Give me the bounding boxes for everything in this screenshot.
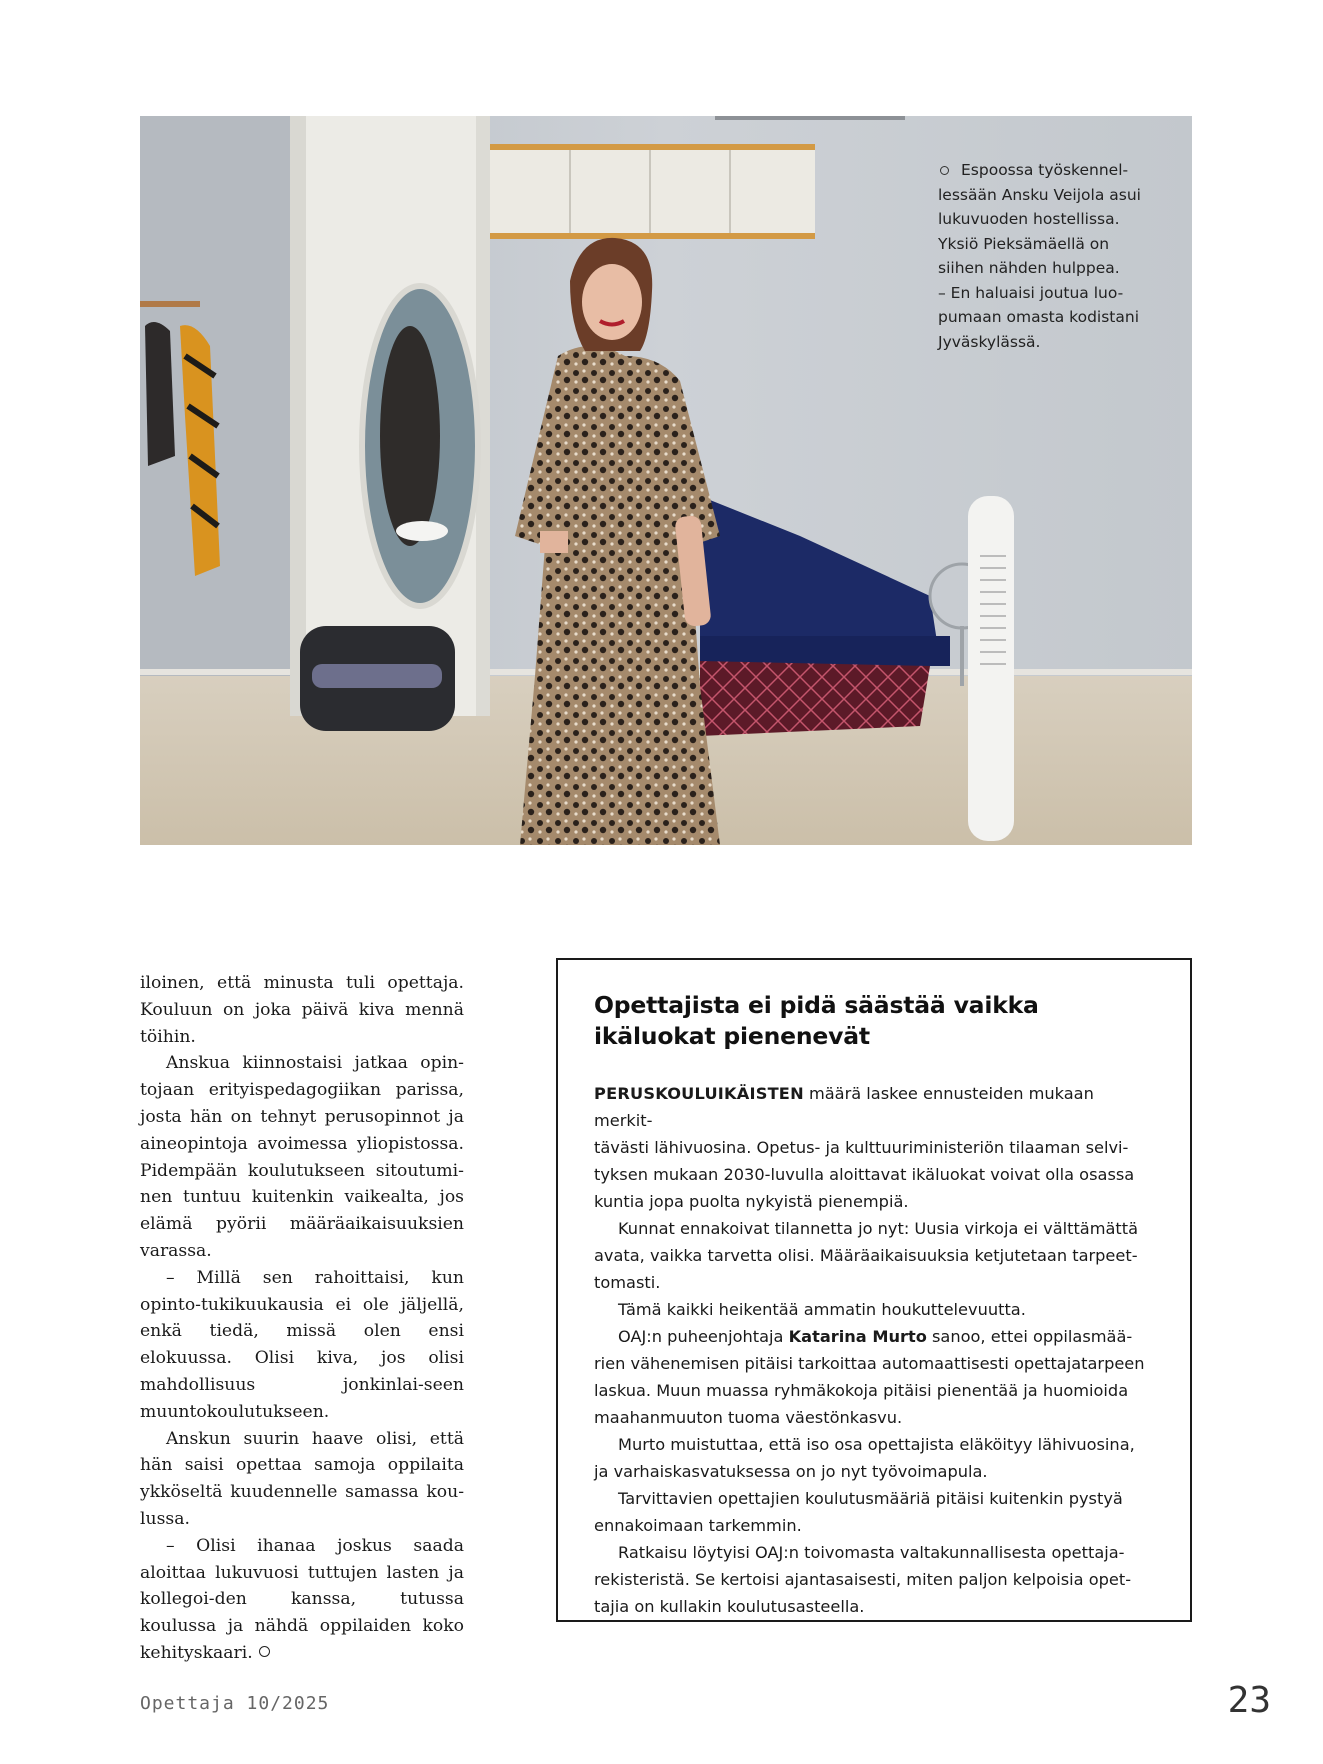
sidebar-title	[594, 990, 1154, 1052]
text-line: lukuvuosi tuttujen lasten ja kollegoi-	[140, 1562, 464, 1610]
magazine-issue: Opettaja 10/2025	[140, 1693, 330, 1714]
text-line: tojaan erityispedagogiikan parissa,	[140, 1080, 464, 1101]
article-paragraph	[140, 1050, 464, 1264]
text-line: ennakoimaan tarkemmin.	[594, 1516, 802, 1535]
caption-line: – En haluaisi joutua luo-	[938, 283, 1124, 302]
text-line: tävästi lähivuosina. Opetus- ja kulttuuriministeriön tilaaman selvi-	[594, 1138, 1129, 1157]
sidebar-paragraph	[594, 1323, 1154, 1431]
page-number: 23	[1227, 1680, 1271, 1721]
text-line: määrä laskee ennusteiden mukaan merkit-	[594, 1084, 1094, 1130]
text-line: seen muuntokoulutukseen.	[140, 1374, 464, 1422]
text-line: Ratkaisu löytyisi OAJ:n toivomasta valtakunnallisesta opettaja-	[618, 1543, 1125, 1562]
article-paragraph	[140, 1533, 464, 1667]
caption-line: pumaan omasta kodistani	[938, 308, 1140, 326]
text-line: varassa.	[140, 1240, 212, 1261]
text-line: avata, vaikka tarvetta olisi. Määräaikaisuuksia ketjutetaan tarpeet-	[594, 1246, 1138, 1265]
text-line: tukikuukausia ei ole jäljellä, enkä	[140, 1294, 464, 1342]
text-line: josta hän on tehnyt perusopinnot ja	[140, 1106, 464, 1127]
text-line: tomasti.	[594, 1273, 661, 1292]
text-line: ja varhaiskasvatuksessa on jo nyt työvoimapula.	[594, 1462, 988, 1481]
text-line: rekisteristä. Se kertoisi ajantasaisesti, miten paljon kelpoisia opet-	[594, 1570, 1132, 1589]
text-line: hän saisi opettaa samoja oppilaita	[140, 1455, 464, 1476]
text-line: laskua. Muun muassa ryhmäkokoja pitäisi pienentää ja huomioida	[594, 1381, 1129, 1400]
text-line: Kunnat ennakoivat tilannetta jo nyt: Uusia virkoja ei välttämättä	[618, 1219, 1139, 1238]
caption-bullet-icon	[940, 166, 949, 175]
sidebar-box	[556, 958, 1192, 1622]
text-line: – Millä sen rahoittaisi, kun opinto-	[140, 1267, 464, 1315]
text-line: Anskun suurin haave olisi, että	[166, 1428, 464, 1449]
text-line: OAJ:n puheenjohtaja	[618, 1327, 789, 1346]
sidebar-paragraph	[594, 1485, 1154, 1539]
text-line: tajia on kullakin koulutusasteella.	[594, 1597, 865, 1616]
text-line: Murto muistuttaa, että iso osa opettajista eläköityy lähivuosina,	[618, 1435, 1135, 1454]
text-line: maahanmuuton tuoma väestönkasvu.	[594, 1408, 903, 1427]
caption-line: Yksiö Pieksämäellä on	[938, 234, 1110, 253]
caption-line: lukuvuoden hostellissa.	[938, 210, 1120, 228]
text-line: kuntia jopa puolta nykyistä pienempiä.	[594, 1192, 909, 1211]
text-line: tiedä, missä olen ensi elokuussa. Olisi	[140, 1321, 464, 1369]
text-line: nen tuntuu kuitenkin vaikealta, jos	[140, 1187, 464, 1208]
text-line: aineopintoja avoimessa yliopistossa.	[140, 1133, 464, 1154]
text-line: sanoo, ettei oppilasmää-	[926, 1327, 1133, 1346]
feature-photo	[140, 116, 1192, 845]
sidebar-lead: PERUSKOULUIKÄISTEN	[594, 1084, 804, 1103]
title-line: ikäluokat pienenevät	[594, 1022, 870, 1050]
article-paragraph	[140, 1265, 464, 1426]
text-line: Pidempään koulutukseen sitoutumi-	[140, 1160, 464, 1181]
text-line: Anskua kiinnostaisi jatkaa opin-	[166, 1053, 464, 1074]
photo-caption	[938, 158, 1148, 354]
text-line: ykköseltä kuudennelle samassa kou-	[140, 1482, 464, 1503]
sidebar-paragraph	[594, 1215, 1154, 1296]
article-paragraph	[140, 970, 464, 1050]
text-line: elämä pyörii määräaikaisuuksien	[140, 1214, 464, 1235]
text-line: Tarvittavien opettajien koulutusmääriä pitäisi kuitenkin pystyä	[618, 1489, 1123, 1508]
caption-line: Jyväskylässä.	[938, 332, 1041, 351]
caption-line: siihen nähden hulppea.	[938, 259, 1120, 277]
article-body	[140, 970, 464, 1667]
sidebar-paragraph	[594, 1080, 1154, 1215]
person-name: Katarina Murto	[788, 1327, 927, 1346]
text-line: lussa.	[140, 1508, 190, 1529]
text-line: kiva, jos olisi mahdollisuus jonkinlai-	[140, 1348, 464, 1395]
caption-line: lessään Ansku Veijola asui	[938, 185, 1141, 204]
text-line: rien vähenemisen pitäisi tarkoittaa automaattisesti opettajatarpeen	[594, 1354, 1145, 1373]
sidebar-paragraph	[594, 1431, 1154, 1485]
text-line: iloinen, että minusta tuli opettaja.	[140, 973, 464, 993]
article-paragraph	[140, 1426, 464, 1533]
text-line: tyksen mukaan 2030-luvulla aloittavat ikäluokat voivat olla osassa	[594, 1165, 1135, 1184]
text-line: – Olisi ihanaa joskus saada aloittaa	[140, 1535, 464, 1583]
sidebar-body	[594, 1080, 1154, 1620]
text-line: oppilaiden koko kehityskaari.	[140, 1616, 464, 1663]
article-end-icon	[259, 1646, 270, 1657]
caption-line: Espoossa työskennel-	[961, 161, 1129, 179]
title-line: Opettajista ei pidä säästää vaikka	[594, 991, 1039, 1019]
text-line: den kanssa, tutussa koulussa ja nähdä	[140, 1589, 464, 1637]
text-line: töihin.	[140, 1026, 196, 1047]
text-line: Kouluun on joka päivä kiva mennä	[140, 999, 464, 1020]
sidebar-paragraph	[594, 1539, 1154, 1620]
sidebar-paragraph: Tämä kaikki heikentää ammatin houkuttelevuutta.	[618, 1300, 1026, 1319]
